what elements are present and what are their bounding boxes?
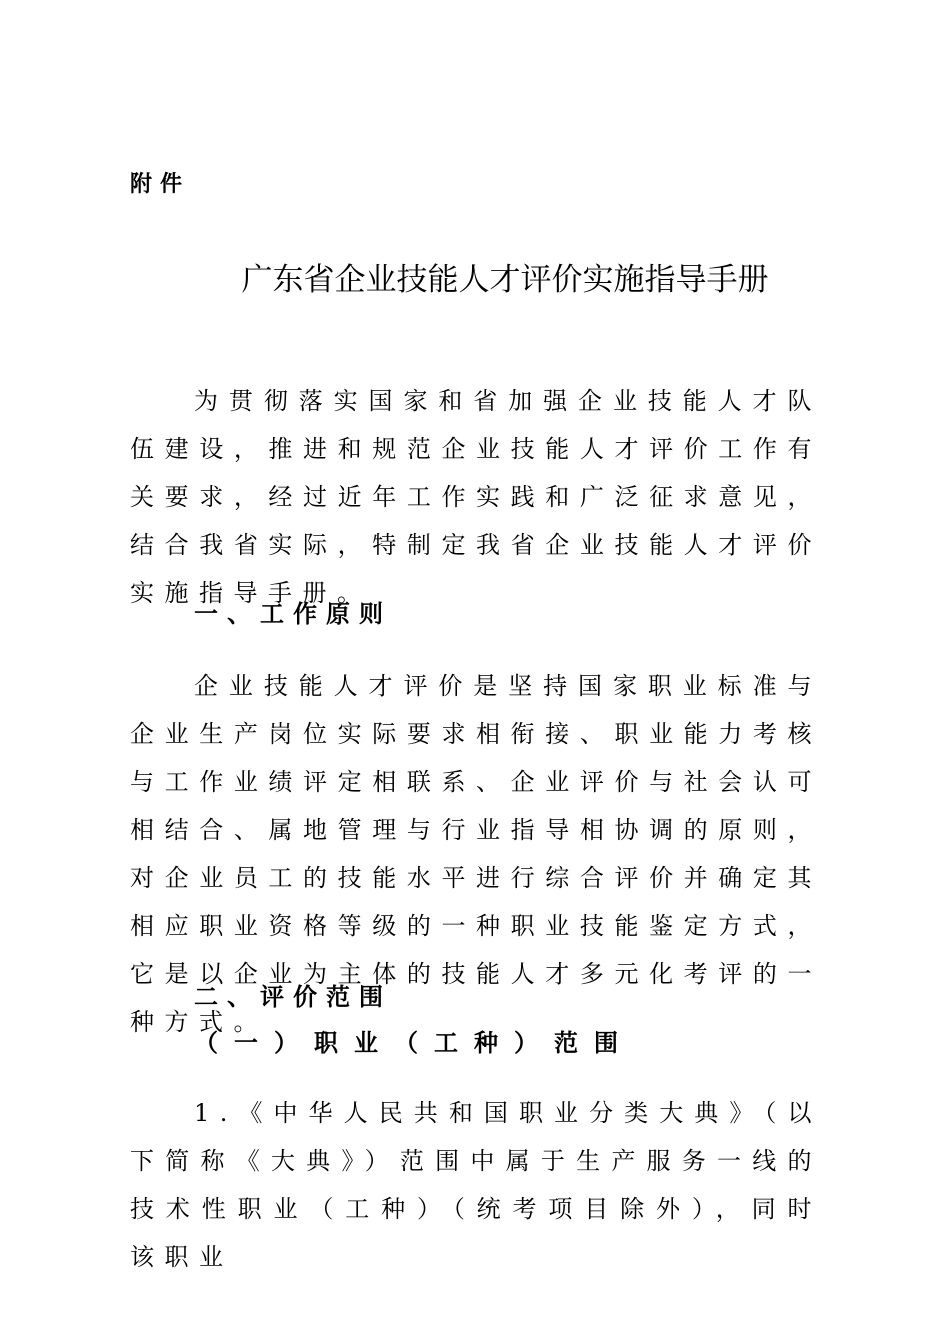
section-heading-scope: 二、评价范围 (194, 983, 392, 1011)
principle-paragraph: 企业技能人才评价是坚持国家职业标准与企业生产岗位实际要求相衔接、职业能力考核与工作业绩评定相联系、企业评价与社会认可相结合、属地管理与行业指导相协调的原则，对企业员工的技能水平进行综合评价并确定其相应职业资格等级的一种职业技能鉴定方式，它是以企业为主体的技能人才多元化考评的一种方式。 (130, 672, 822, 1036)
scope-item-1-paragraph: 1.《中华人民共和国职业分类大典》（以下简称《大典》）范围中属于生产服务一线的技术性职业（工种）（统考项目除外），同时该职业 (130, 1099, 822, 1271)
attachment-label: 附件 (130, 172, 191, 197)
subsection-heading-occupation-scope: （一）职业（工种）范围 (194, 1029, 634, 1057)
document-title: 广东省企业技能人才评价实施指导手册 (241, 262, 769, 298)
section-heading-principles: 一、工作原则 (194, 600, 392, 628)
intro-paragraph: 为贯彻落实国家和省加强企业技能人才队伍建设，推进和规范企业技能人才评价工作有关要求，经过近年工作实践和广泛征求意见，结合我省实际，特制定我省企业技能人才评价实施指导手册。 (130, 387, 822, 607)
